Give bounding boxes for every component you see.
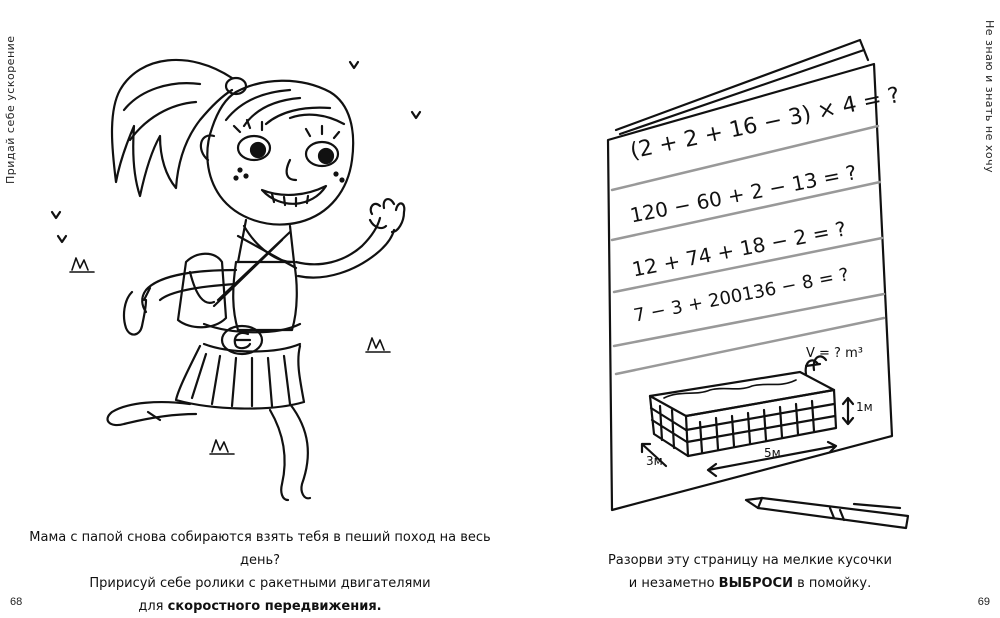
equation-4: 7 − 3 + 200136 − 8 = ? (632, 264, 851, 327)
volume-question: V = ? m³ (806, 346, 863, 361)
notebook-illustration (500, 0, 1000, 540)
right-caption-line2-bold: ВЫБРОСИ (718, 576, 793, 591)
right-caption-line2-prefix: и незаметно (628, 576, 715, 591)
dim-width-label: 3м (646, 454, 663, 468)
left-caption-line3-prefix: для (138, 599, 164, 614)
right-caption (510, 549, 990, 595)
right-caption-line1: Разорви эту страницу на мелкие кусочки (607, 553, 893, 568)
left-caption-line2: Пририсуй себе ролики с ракетными двигателями (89, 576, 431, 591)
left-page-number: 68 (10, 596, 23, 608)
right-side-title: Не знаю и знать не хочу (983, 20, 996, 174)
equation-1: (2 + 2 + 16 − 3) × 4 = ? (628, 82, 903, 165)
left-caption-line3-bold: скоростного передвижения. (167, 599, 382, 614)
equation-2: 120 − 60 + 2 − 13 = ? (628, 160, 859, 228)
left-caption-line3 (10, 595, 510, 618)
dim-length-label: 5м (764, 446, 781, 460)
right-caption-line2 (510, 572, 990, 595)
right-caption-line2-suffix: в помойку. (797, 576, 872, 591)
right-page-number: 69 (977, 596, 990, 608)
girl-illustration (0, 0, 500, 520)
left-side-title: Придай себе ускорение (4, 35, 17, 184)
dim-height-label: 1м (856, 400, 873, 414)
left-caption (10, 526, 510, 618)
equation-3: 12 + 74 + 18 − 2 = ? (630, 216, 849, 282)
left-caption-line1: Мама с папой снова собираются взять тебя в пеший поход на весь день? (29, 530, 491, 568)
